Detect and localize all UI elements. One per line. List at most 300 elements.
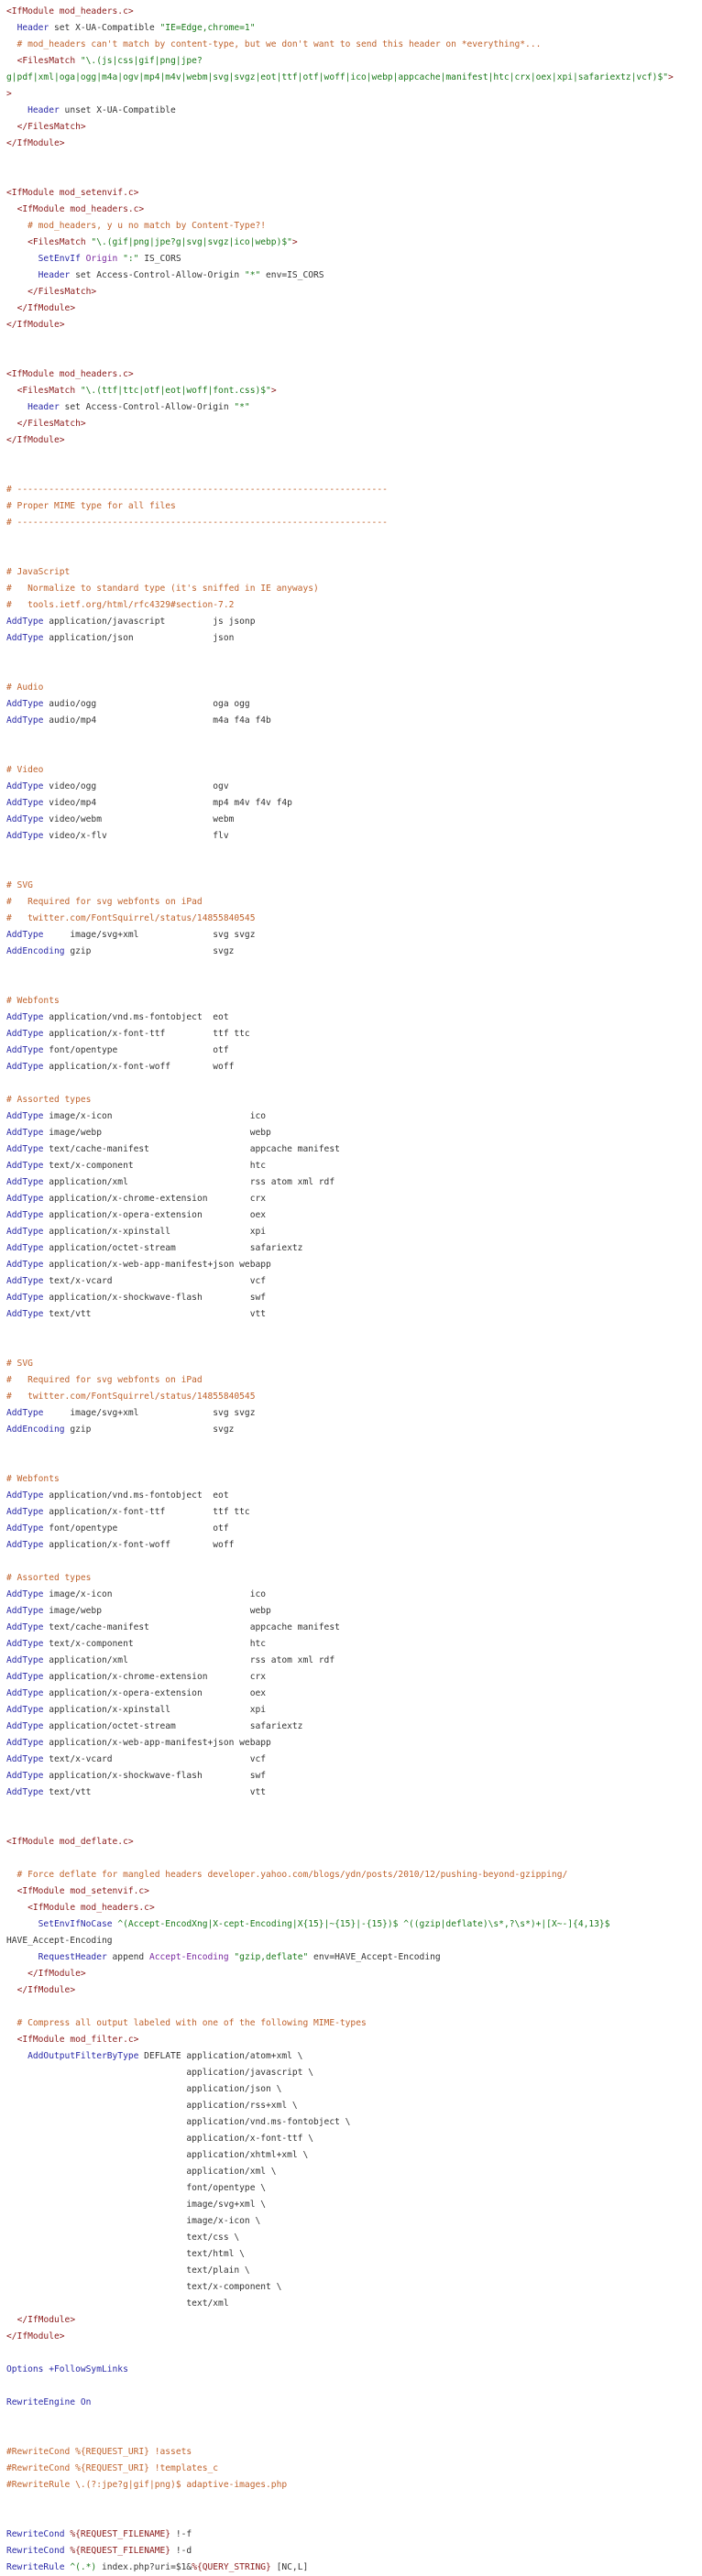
code-line xyxy=(0,1785,702,1801)
code-line xyxy=(0,1900,702,1916)
code-line xyxy=(0,1191,702,1207)
comment-token: # Audio xyxy=(6,682,44,693)
directive-token: AddType xyxy=(6,814,44,824)
string-token: ":" xyxy=(123,254,139,264)
code-line xyxy=(0,581,702,597)
plain-token: application/xml rss atom xml rdf xyxy=(43,1177,335,1187)
directive-token: AddType xyxy=(6,1309,44,1319)
string-token: ^(Accept-EncodXng|X-cept-Encoding|X{15}|~{15}|-{15})$ xyxy=(117,1919,399,1929)
code-line xyxy=(0,449,702,465)
code-line xyxy=(0,1323,702,1339)
tag-token: > xyxy=(6,89,12,99)
plain-token: text/html \ xyxy=(6,2249,245,2259)
code-line xyxy=(0,2411,702,2428)
code-line xyxy=(0,103,702,119)
code-line xyxy=(0,185,702,202)
code-line xyxy=(0,977,702,993)
code-line xyxy=(0,630,702,647)
plain-token: env=IS_CORS xyxy=(260,270,324,280)
code-line xyxy=(0,136,702,152)
code-line xyxy=(0,2428,702,2444)
plain-token: application/octet-stream safariextz xyxy=(43,1721,303,1731)
directive-token: AddType xyxy=(6,1639,44,1649)
code-line xyxy=(0,416,702,432)
plain-token: text/vtt vtt xyxy=(43,1787,267,1797)
comment-token: # SVG xyxy=(6,1359,33,1369)
directive-token: AddType xyxy=(6,1293,44,1303)
code-line xyxy=(0,2164,702,2180)
plain-token: video/ogg ogv xyxy=(43,781,229,791)
comment-token: # SVG xyxy=(6,880,33,890)
directive-token: AddType xyxy=(6,1672,44,1682)
code-line xyxy=(0,2015,702,2032)
code-line xyxy=(0,1108,702,1125)
code-line xyxy=(0,70,702,86)
comment-token: # JavaScript xyxy=(6,567,71,577)
code-line xyxy=(0,746,702,762)
code-line xyxy=(0,1603,702,1620)
string-token: "*" xyxy=(244,270,261,280)
comment-token: # Webfonts xyxy=(6,996,60,1006)
string-token: "\.(js|css|gif|png|jpe? xyxy=(80,56,203,66)
code-line xyxy=(0,878,702,894)
code-line xyxy=(0,696,702,713)
tag-token: <IfModule mod_headers.c> xyxy=(6,369,134,379)
plain-token xyxy=(6,23,17,33)
code-line xyxy=(0,2527,702,2543)
code-line xyxy=(0,2560,702,2576)
plain-token: application/x-shockwave-flash swf xyxy=(43,1771,267,1781)
code-line xyxy=(0,1587,702,1603)
code-line xyxy=(0,2048,702,2065)
code-line xyxy=(0,729,702,746)
plain-token: gzip svgz xyxy=(64,1424,235,1435)
code-line xyxy=(0,2065,702,2081)
comment-token: # Assorted types xyxy=(6,1095,92,1105)
code-line xyxy=(0,1653,702,1669)
directive-token: AddType xyxy=(6,633,44,643)
code-line xyxy=(0,2263,702,2279)
comment-token: # Required for svg webfonts on iPad xyxy=(6,897,203,907)
plain-token xyxy=(6,56,17,66)
plain-token: gzip svgz xyxy=(64,946,235,956)
directive-token: RewriteEngine xyxy=(6,2397,76,2407)
code-line xyxy=(0,2197,702,2213)
comment-token: # Proper MIME type for all files xyxy=(6,501,176,511)
plain-token xyxy=(6,122,17,132)
code-line xyxy=(0,1669,702,1686)
code-line xyxy=(0,2279,702,2296)
directive-token: AddType xyxy=(6,1210,44,1220)
tag-token: <IfModule mod_setenvif.c> xyxy=(16,1886,149,1896)
variable-token: %{REQUEST_FILENAME} xyxy=(70,2546,171,2556)
code-line xyxy=(0,152,702,169)
plain-token: image/svg+xml svg svgz xyxy=(43,930,256,940)
code-line xyxy=(0,2098,702,2114)
string-token: "gzip,deflate" xyxy=(234,1952,309,1962)
comment-token: # Compress all output labeled with one of the following MIME-types xyxy=(6,2018,367,2028)
plain-token: application/octet-stream safariextz xyxy=(43,1243,303,1253)
code-line xyxy=(0,2230,702,2246)
plain-token: !-f xyxy=(170,2529,192,2539)
code-line xyxy=(0,713,702,729)
code-line xyxy=(0,1554,702,1570)
code-line xyxy=(0,251,702,267)
directive-token: AddType xyxy=(6,1194,44,1204)
code-line xyxy=(0,1620,702,1636)
plain-token xyxy=(6,254,38,264)
code-line xyxy=(0,1059,702,1075)
tag-token: </IfModule> xyxy=(27,1969,86,1979)
plain-token: application/javascript \ xyxy=(6,2068,314,2078)
code-line xyxy=(0,1422,702,1438)
directive-token: AddType xyxy=(6,930,44,940)
directive-token: AddType xyxy=(6,1738,44,1748)
directive-token: AddType xyxy=(6,1408,44,1418)
plain-token: index.php?uri=$1& xyxy=(96,2562,192,2572)
directive-token: AddType xyxy=(6,1787,44,1797)
code-line xyxy=(0,284,702,300)
directive-token: AddType xyxy=(6,1111,44,1121)
directive-token: AddType xyxy=(6,798,44,808)
code-line xyxy=(0,37,702,53)
code-line xyxy=(0,1916,702,1933)
plain-token: application/x-font-woff woff xyxy=(43,1540,235,1550)
plain-token: set Access-Control-Allow-Origin xyxy=(70,270,245,280)
comment-token: # Force deflate for mangled headers developer.yahoo.com/blogs/ydn/posts/2010/12/pushing-beyond-gzipping/ xyxy=(6,1870,568,1880)
comment-token: # Normalize to standard type (it's sniffed in IE anyways) xyxy=(6,584,319,594)
directive-token: SetEnvIf xyxy=(38,254,81,264)
comment-token: # Required for svg webfonts on iPad xyxy=(6,1375,203,1385)
code-line xyxy=(0,2494,702,2510)
directive-token: SetEnvIfNoCase xyxy=(38,1919,113,1929)
plain-token: set Access-Control-Allow-Origin xyxy=(59,402,235,412)
directive-token: RewriteCond xyxy=(6,2546,65,2556)
code-line xyxy=(0,597,702,614)
directive-token: AddType xyxy=(6,617,44,627)
code-line xyxy=(0,1883,702,1900)
code-line xyxy=(0,927,702,944)
tag-token: <IfModule mod_headers.c> xyxy=(6,6,134,16)
plain-token xyxy=(6,237,27,247)
plain-token xyxy=(6,2315,17,2325)
code-line xyxy=(0,2461,702,2477)
plain-token: HAVE_Accept-Encoding xyxy=(6,1936,113,1946)
code-line xyxy=(0,1389,702,1405)
code-line xyxy=(0,366,702,383)
code-line xyxy=(0,4,702,20)
plain-token xyxy=(6,419,17,429)
directive-token: AddType xyxy=(6,1606,44,1616)
code-line xyxy=(0,1521,702,1537)
code-line xyxy=(0,2312,702,2329)
directive-token: AddType xyxy=(6,831,44,841)
directive-token: On xyxy=(80,2397,92,2407)
tag-token: </FilesMatch> xyxy=(27,287,97,297)
code-line xyxy=(0,1752,702,1768)
plain-token: image/webp webp xyxy=(43,1128,271,1138)
directive-token: AddType xyxy=(6,1523,44,1534)
code-line xyxy=(0,663,702,680)
code-line xyxy=(0,515,702,531)
code-line xyxy=(0,1702,702,1719)
code-line xyxy=(0,53,702,70)
code-line xyxy=(0,812,702,828)
tag-token: > xyxy=(668,72,674,82)
plain-token: text/xml xyxy=(6,2298,229,2309)
plain-token: application/vnd.ms-fontobject eot xyxy=(43,1012,229,1022)
plain-token: application/vnd.ms-fontobject eot xyxy=(43,1490,229,1501)
code-line xyxy=(0,795,702,812)
code-line xyxy=(0,1026,702,1042)
string-token: "*" xyxy=(234,402,250,412)
code-line xyxy=(0,845,702,861)
keyword-token: Origin xyxy=(85,254,118,264)
code-line xyxy=(0,333,702,350)
code-line xyxy=(0,1504,702,1521)
directive-token: +FollowSymLinks xyxy=(49,2364,128,2374)
plain-token: audio/ogg oga ogg xyxy=(43,699,250,709)
tag-token: <FilesMatch xyxy=(16,56,81,66)
comment-token: # Video xyxy=(6,765,44,775)
code-line xyxy=(0,1686,702,1702)
code-line xyxy=(0,2345,702,2362)
string-token: "IE=Edge,chrome=1" xyxy=(159,23,256,33)
plain-token: [NC,L] xyxy=(270,2562,309,2572)
code-line xyxy=(0,169,702,185)
code-line xyxy=(0,1801,702,1817)
directive-token: RequestHeader xyxy=(38,1952,107,1962)
plain-token: application/x-font-woff woff xyxy=(43,1062,235,1072)
plain-token xyxy=(6,303,17,313)
code-line xyxy=(0,647,702,663)
code-line xyxy=(0,1834,702,1850)
code-line xyxy=(0,2510,702,2527)
tag-token: <IfModule mod_setenvif.c> xyxy=(6,188,139,198)
code-line xyxy=(0,2180,702,2197)
comment-token: # Webfonts xyxy=(6,1474,60,1484)
tag-token: <IfModule mod_filter.c> xyxy=(16,2035,139,2045)
directive-token: AddType xyxy=(6,1688,44,1698)
directive-token: AddType xyxy=(6,1045,44,1055)
code-line xyxy=(0,762,702,779)
directive-token: AddType xyxy=(6,1243,44,1253)
directive-token: AddType xyxy=(6,1012,44,1022)
plain-token: image/svg+xml \ xyxy=(6,2199,267,2210)
directive-token: Header xyxy=(27,105,60,115)
code-line xyxy=(0,1075,702,1092)
directive-token: AddType xyxy=(6,1721,44,1731)
tag-token: > xyxy=(291,237,298,247)
code-line xyxy=(0,960,702,977)
directive-token: AddType xyxy=(6,1705,44,1715)
tag-token: > xyxy=(270,386,277,396)
directive-token: Header xyxy=(27,402,60,412)
variable-token: %{QUERY_STRING} xyxy=(192,2562,271,2572)
comment-token: #RewriteRule \.(?:jpe?g|gif|png)$ adaptive-images.php xyxy=(6,2480,288,2490)
plain-token: text/x-vcard vcf xyxy=(43,1276,267,1286)
code-line xyxy=(0,1174,702,1191)
directive-token: AddType xyxy=(6,1655,44,1665)
code-line xyxy=(0,350,702,366)
code-line xyxy=(0,399,702,416)
code-line xyxy=(0,911,702,927)
code-line xyxy=(0,564,702,581)
code-line xyxy=(0,1570,702,1587)
code-line xyxy=(0,2378,702,2395)
plain-token xyxy=(6,386,17,396)
code-line xyxy=(0,1141,702,1158)
code-line xyxy=(0,1306,702,1323)
directive-token: AddType xyxy=(6,1177,44,1187)
plain-token: text/x-vcard vcf xyxy=(43,1754,267,1764)
tag-token: <IfModule mod_deflate.c> xyxy=(6,1837,134,1847)
plain-token: application/x-font-ttf ttf ttc xyxy=(43,1507,250,1517)
plain-token xyxy=(6,287,27,297)
code-line xyxy=(0,614,702,630)
code-line xyxy=(0,218,702,235)
code-line xyxy=(0,828,702,845)
directive-token: AddType xyxy=(6,1622,44,1632)
code-line xyxy=(0,944,702,960)
plain-token: application/x-font-ttf \ xyxy=(6,2134,314,2144)
variable-token: %{REQUEST_FILENAME} xyxy=(70,2529,171,2539)
code-line xyxy=(0,1867,702,1883)
directive-token: AddEncoding xyxy=(6,946,65,956)
tag-token: </IfModule> xyxy=(16,2315,76,2325)
code-line xyxy=(0,432,702,449)
directive-token: AddType xyxy=(6,715,44,726)
directive-token: AddType xyxy=(6,1771,44,1781)
plain-token xyxy=(6,1886,17,1896)
plain-token: text/vtt vtt xyxy=(43,1309,267,1319)
directive-token: AddType xyxy=(6,699,44,709)
comment-token: # ---------------------------------------------------------------------- xyxy=(6,485,388,495)
directive-token: AddType xyxy=(6,1144,44,1154)
string-token: "\.(ttf|ttc|otf|eot|woff|font.css)$" xyxy=(80,386,271,396)
directive-token: RewriteCond xyxy=(6,2529,65,2539)
plain-token: video/x-flv flv xyxy=(43,831,229,841)
comment-token: #RewriteCond %{REQUEST_URI} !templates_c xyxy=(6,2463,219,2473)
directive-token: AddType xyxy=(6,1029,44,1039)
directive-token: Header xyxy=(16,23,49,33)
plain-token xyxy=(6,1985,17,1995)
plain-token: text/x-component \ xyxy=(6,2282,282,2292)
plain-token: video/webm webm xyxy=(43,814,235,824)
plain-token: text/x-component htc xyxy=(43,1639,267,1649)
plain-token: text/cache-manifest appcache manifest xyxy=(43,1144,340,1154)
code-line xyxy=(0,779,702,795)
plain-token: env=HAVE_Accept-Encoding xyxy=(308,1952,441,1962)
code-line xyxy=(0,1372,702,1389)
directive-token: AddType xyxy=(6,1490,44,1501)
comment-token: # mod_headers can't match by content-type, but we don't want to send this header on *everything*... xyxy=(6,39,542,49)
plain-token xyxy=(6,1919,38,1929)
plain-token xyxy=(6,1903,27,1913)
plain-token: application/vnd.ms-fontobject \ xyxy=(6,2117,351,2127)
code-line xyxy=(0,1224,702,1240)
directive-token: AddType xyxy=(6,1754,44,1764)
code-line xyxy=(0,2114,702,2131)
string-token: ^((gzip|deflate)\s*,?\s*)+|[X~-]{4,13}$ xyxy=(403,1919,610,1929)
directive-token: AddType xyxy=(6,1161,44,1171)
tag-token: </IfModule> xyxy=(6,435,65,445)
code-line xyxy=(0,1719,702,1735)
plain-token xyxy=(6,2051,27,2061)
comment-token: # ---------------------------------------------------------------------- xyxy=(6,518,388,528)
code-line xyxy=(0,1949,702,1966)
code-line xyxy=(0,1438,702,1455)
directive-token: AddType xyxy=(6,1589,44,1599)
directive-token: AddEncoding xyxy=(6,1424,65,1435)
code-line xyxy=(0,531,702,548)
code-line xyxy=(0,1982,702,1999)
code-line xyxy=(0,202,702,218)
code-line xyxy=(0,20,702,37)
code-line xyxy=(0,465,702,482)
code-line xyxy=(0,1257,702,1273)
tag-token: </FilesMatch> xyxy=(16,122,86,132)
directive-token: AddType xyxy=(6,1062,44,1072)
string-token: g|pdf|xml|oga|ogg|m4a|ogv|mp4|m4v|webm|svg|svgz|eot|ttf|otf|woff|ico|webp|appcache|manifest|htc|crx|oex|xpi|safariextz|vcf)$" xyxy=(6,72,668,82)
code-line xyxy=(0,1488,702,1504)
tag-token: </FilesMatch> xyxy=(16,419,86,429)
plain-token: set X-UA-Compatible xyxy=(49,23,160,33)
code-line xyxy=(0,1471,702,1488)
plain-token xyxy=(6,270,38,280)
directive-token: AddType xyxy=(6,1540,44,1550)
code-line xyxy=(0,1042,702,1059)
code-line xyxy=(0,861,702,878)
directive-token: AddType xyxy=(6,1260,44,1270)
plain-token: audio/mp4 m4a f4a f4b xyxy=(43,715,271,726)
directive-token: Options xyxy=(6,2364,44,2374)
code-line xyxy=(0,1999,702,2015)
plain-token: application/x-xpinstall xpi xyxy=(43,1227,267,1237)
code-line xyxy=(0,2147,702,2164)
tag-token: <IfModule mod_headers.c> xyxy=(27,1903,155,1913)
code-line xyxy=(0,1768,702,1785)
plain-token: application/json \ xyxy=(6,2084,282,2094)
comment-token: # twitter.com/FontSquirrel/status/14855840545 xyxy=(6,913,256,923)
code-line xyxy=(0,383,702,399)
plain-token: video/mp4 mp4 m4v f4v f4p xyxy=(43,798,292,808)
plain-token: application/xhtml+xml \ xyxy=(6,2150,309,2160)
plain-token xyxy=(6,402,27,412)
plain-token: font/opentype otf xyxy=(43,1045,229,1055)
plain-token: application/json json xyxy=(43,633,235,643)
code-line xyxy=(0,1010,702,1026)
directive-token: AddType xyxy=(6,1227,44,1237)
string-token: "\.(gif|png|jpe?g|svg|svgz|ico|webp)$" xyxy=(91,237,292,247)
comment-token: # tools.ietf.org/html/rfc4329#section-7.2 xyxy=(6,600,235,610)
comment-token: # Assorted types xyxy=(6,1573,92,1583)
code-line xyxy=(0,482,702,498)
code-line xyxy=(0,2543,702,2560)
plain-token: image/x-icon ico xyxy=(43,1111,267,1121)
tag-token: <IfModule mod_headers.c> xyxy=(16,204,145,214)
code-line xyxy=(0,1240,702,1257)
plain-token: application/x-opera-extension oex xyxy=(43,1688,267,1698)
code-line xyxy=(0,1290,702,1306)
directive-token: AddOutputFilterByType xyxy=(27,2051,139,2061)
plain-token: application/x-chrome-extension crx xyxy=(43,1194,267,1204)
plain-token xyxy=(6,204,17,214)
code-line xyxy=(0,1735,702,1752)
code-line xyxy=(0,548,702,564)
code-line xyxy=(0,2329,702,2345)
code-line xyxy=(0,1966,702,1982)
